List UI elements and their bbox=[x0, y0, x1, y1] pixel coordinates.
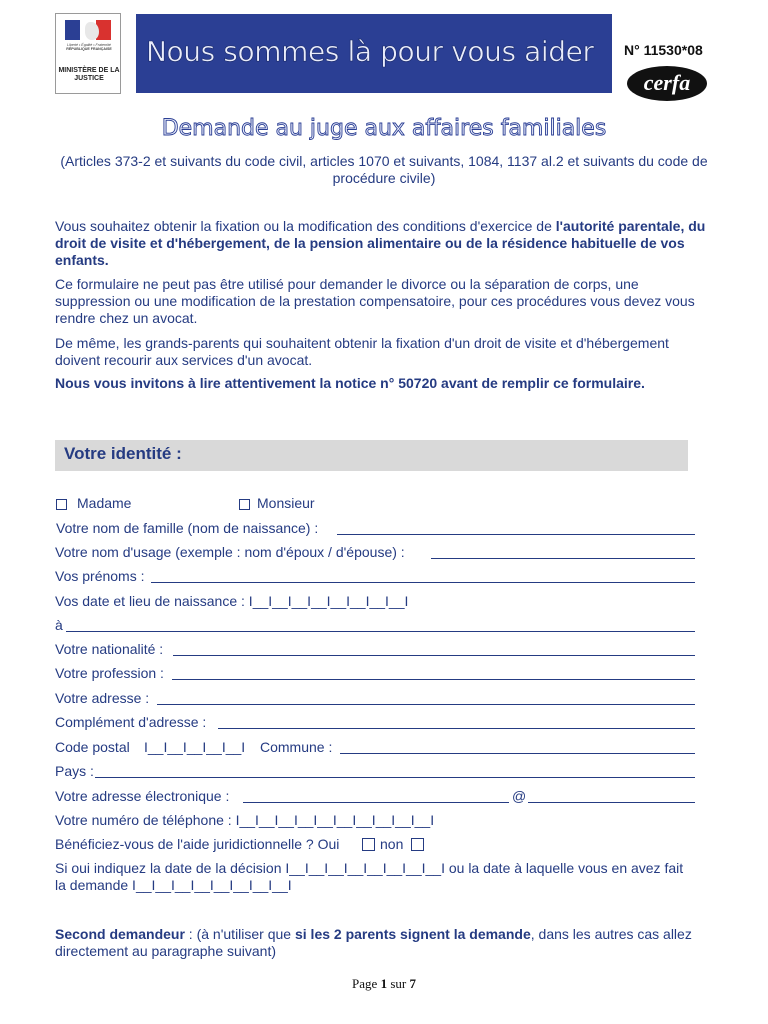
nationalite-field[interactable] bbox=[173, 655, 695, 656]
banner-text: Nous sommes là pour vous aider bbox=[146, 35, 594, 68]
intro-paragraph-3: De même, les grands-parents qui souhaitent obtenir la fixation d'un droit de visite et d'hébergement doivent recourir aux services d'un avocat. bbox=[55, 335, 669, 368]
aide-non-label: non bbox=[380, 836, 404, 852]
cerfa-logo bbox=[627, 66, 707, 101]
footer-page-word: Page bbox=[352, 976, 378, 991]
commune-label: Commune : bbox=[260, 739, 333, 755]
second-demandeur-text-1: : (à n'utiliser que bbox=[184, 926, 295, 942]
logo-ministry: MINISTÈRE DE LA JUSTICE bbox=[58, 67, 120, 82]
footer-sur: sur bbox=[390, 976, 407, 991]
date-lieu-naissance-label[interactable]: Vos date et lieu de naissance : I__I__I__I__I__I__I__I__I bbox=[55, 593, 409, 609]
intro-p1-text: Vous souhaitez obtenir la fixation ou la modification des conditions d'exercice de bbox=[55, 218, 556, 234]
pays-field[interactable] bbox=[95, 777, 695, 778]
complement-adresse-field[interactable] bbox=[218, 728, 695, 729]
telephone-label[interactable]: Votre numéro de téléphone : I__I__I__I__I__I__I__I__I__I__I bbox=[55, 812, 435, 828]
articles-reference: (Articles 373-2 et suivants du code civil, articles 1070 et suivants, 1084, 1137 al.2 et suivants du code de procédure civile) bbox=[60, 153, 708, 186]
lieu-naissance-field[interactable] bbox=[66, 631, 695, 632]
second-demandeur-text-2: , dans les autres cas allez directement au paragraphe suivant) bbox=[55, 926, 692, 959]
profession-label: Votre profession : bbox=[55, 665, 164, 681]
lieu-a-label: à bbox=[55, 617, 63, 633]
tricolor-flag-icon bbox=[65, 20, 111, 40]
cerfa-number: N° 11530*08 bbox=[624, 42, 703, 58]
nom-famille-label: Votre nom de famille (nom de naissance) : bbox=[56, 520, 319, 536]
intro-paragraph-notice: Nous vous invitons à lire attentivement la notice n° 50720 avant de remplir ce formulaire. bbox=[55, 375, 645, 391]
complement-adresse-label: Complément d'adresse : bbox=[55, 714, 207, 730]
email-user-field[interactable] bbox=[243, 802, 509, 803]
intro-p1-bold: l'autorité parentale, du droit de visite et d'hébergement, de la pension alimentaire ou de la résidence habituelle de vos enfants. bbox=[55, 218, 706, 268]
second-demandeur-bold: si les 2 parents signent la demande bbox=[294, 926, 531, 942]
page-footer bbox=[0, 976, 768, 992]
section-identity-header bbox=[55, 440, 688, 471]
prenoms-label: Vos prénoms : bbox=[55, 568, 145, 584]
email-at-sign: @ bbox=[512, 788, 527, 804]
nom-usage-field[interactable] bbox=[431, 558, 695, 559]
second-demandeur-label: Second demandeur bbox=[55, 926, 185, 942]
footer-total-pages: 7 bbox=[409, 976, 416, 991]
monsieur-label: Monsieur bbox=[257, 495, 315, 511]
madame-checkbox[interactable] bbox=[56, 499, 67, 510]
aide-non-checkbox[interactable] bbox=[411, 838, 424, 851]
republique-francaise-logo bbox=[55, 13, 121, 94]
intro-paragraph-2: Ce formulaire ne peut pas être utilisé pour demander le divorce ou la séparation de corps, une suppression ou une modification de la prestation compensatoire, pour ces procédures vous devez vous rendre chez un avocat. bbox=[55, 276, 695, 326]
commune-field[interactable] bbox=[340, 753, 695, 754]
profession-field[interactable] bbox=[172, 679, 695, 680]
madame-label: Madame bbox=[77, 495, 132, 511]
monsieur-checkbox[interactable] bbox=[239, 499, 250, 510]
adresse-field[interactable] bbox=[157, 704, 695, 705]
second-demandeur-paragraph bbox=[55, 926, 715, 960]
aide-juridictionnelle-label: Bénéficiez-vous de l'aide juridictionnelle ? Oui bbox=[55, 836, 340, 852]
adresse-label: Votre adresse : bbox=[55, 690, 150, 706]
code-postal-field[interactable]: I__I__I__I__I__I bbox=[144, 739, 246, 755]
intro-paragraph-1 bbox=[55, 218, 715, 269]
header-banner bbox=[136, 14, 612, 93]
nationalite-label: Votre nationalité : bbox=[55, 641, 164, 657]
email-label: Votre adresse électronique : bbox=[55, 788, 230, 804]
si-oui-line-1[interactable]: Si oui indiquez la date de la décision I__I__I__I__I__I__I__I__I ou la date à laquelle vous en avez fait bbox=[55, 860, 684, 876]
logo-republique: RÉPUBLIQUE FRANÇAISE bbox=[66, 47, 112, 51]
nom-usage-label: Votre nom d'usage (exemple : nom d'époux / d'épouse) : bbox=[55, 544, 405, 560]
si-oui-line-2[interactable]: la demande I__I__I__I__I__I__I__I__I bbox=[55, 877, 292, 893]
logo-motto: Liberté • Égalité • Fraternité bbox=[67, 43, 111, 47]
footer-page-number: 1 bbox=[380, 976, 388, 991]
nom-famille-field[interactable] bbox=[337, 534, 695, 535]
page-title: Demande au juge aux affaires familiales bbox=[161, 116, 607, 141]
pays-label: Pays : bbox=[55, 763, 94, 779]
cerfa-logo-text: cerfa bbox=[643, 70, 691, 95]
email-domain-field[interactable] bbox=[528, 802, 695, 803]
section-identity-title: Votre identité : bbox=[64, 444, 182, 463]
aide-oui-checkbox[interactable] bbox=[362, 838, 375, 851]
prenoms-field[interactable] bbox=[151, 582, 695, 583]
code-postal-label: Code postal bbox=[55, 739, 130, 755]
